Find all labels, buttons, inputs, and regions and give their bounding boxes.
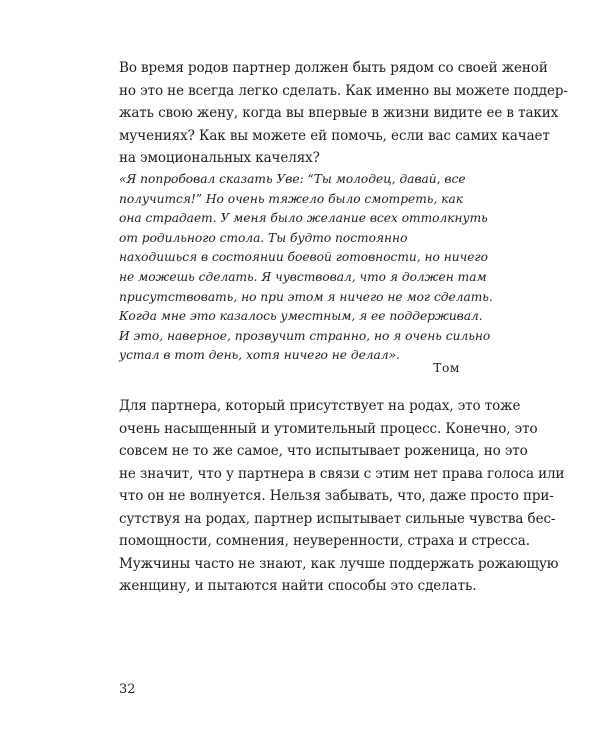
quote-line: «Я попробовал сказать Уве: “Ты молодец, давай, все — [119, 172, 466, 186]
quote-line: Когда мне это казалось уместным, я ее поддерживал. — [119, 309, 483, 324]
paragraph-intro — [119, 57, 568, 170]
paragraph-line: не значит, что у партнера в связи с этим нет права голоса или — [119, 465, 565, 482]
paragraph-partner — [119, 395, 565, 598]
quote-line: от родильного стола. Ты будто постоянно — [119, 230, 408, 245]
paragraph-line: Мужчины часто не знают, как лучше поддержать рожающую — [119, 555, 559, 572]
quote-line: присутствовать, но при этом я ничего не мог сделать. — [119, 289, 493, 304]
paragraph-line: совсем не то же самое, что испытывает роженица, но это — [119, 443, 528, 459]
page-number: 32 — [119, 682, 136, 697]
paragraph-line: очень насыщенный и утомительный процесс. Конечно, это — [119, 420, 538, 437]
paragraph-line: жать свою жену, когда вы впервые в жизни видите ее в таких — [119, 105, 559, 122]
paragraph-line: помощности, сомнения, неуверенности, страха и стресса. — [119, 533, 530, 549]
paragraph-line: Для партнера, который присутствует на родах, это тоже — [119, 398, 521, 414]
paragraph-line: мучениях? Как вы можете ей помочь, если вас самих качает — [119, 127, 550, 144]
paragraph-line: но это не всегда легко сделать. Как именно вы можете поддер- — [119, 82, 568, 99]
quote-line: И это, наверное, прозвучит странно, но я очень сильно — [119, 328, 491, 343]
quote-line: она страдает. У меня было желание всех оттолкнуть — [119, 211, 488, 226]
quote-attribution: Том — [433, 361, 460, 375]
paragraph-line: на эмоциональных качелях? — [119, 150, 320, 167]
quote-line: устал в тот день, хотя ничего не делал». — [119, 348, 400, 363]
testimonial-quote — [119, 170, 493, 366]
quote-line: получится!” Но очень тяжело было смотреть, как — [119, 191, 464, 206]
quote-line: находишься в состоянии боевой готовности, но ничего — [119, 250, 488, 265]
quote-line: не можешь сделать. Я чувствовал, что я должен там — [119, 269, 487, 284]
paragraph-line: женщину, и пытаются найти способы это сделать. — [119, 578, 477, 594]
paragraph-line: что он не волнуется. Нельзя забывать, что, даже просто при- — [119, 488, 554, 504]
paragraph-line: Во время родов партнер должен быть рядом со своей женой — [119, 60, 548, 76]
paragraph-line: сутствуя на родах, партнер испытывает сильные чувства бес- — [119, 510, 556, 527]
